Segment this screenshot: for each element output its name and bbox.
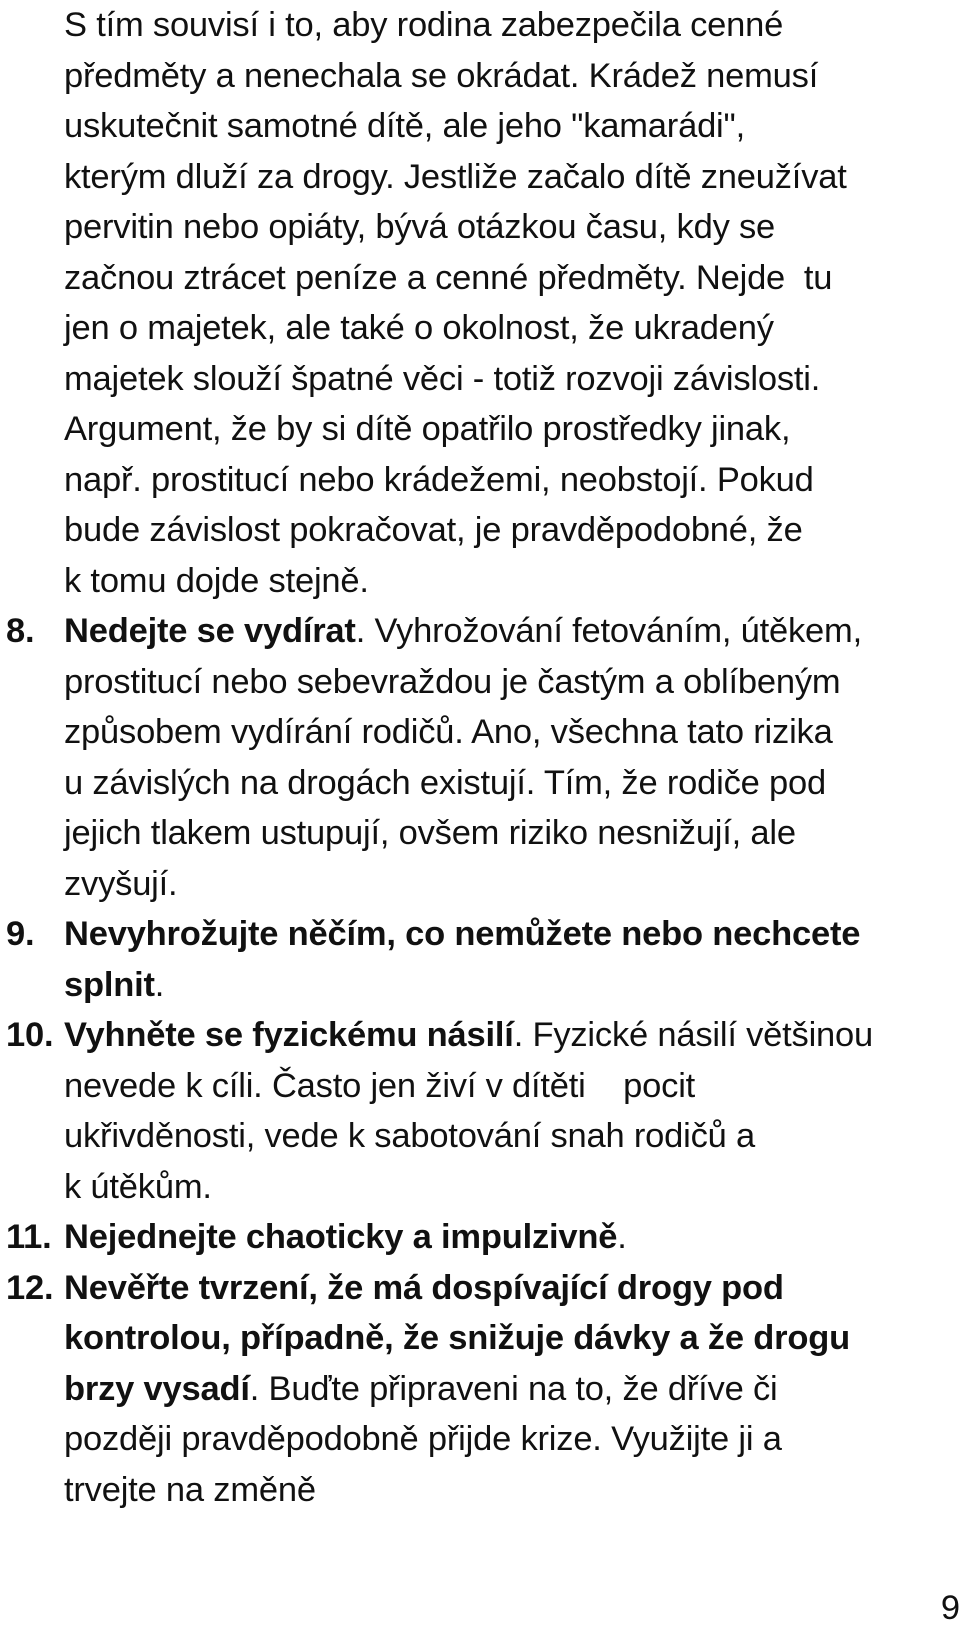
list-item-11 — [6, 1212, 932, 1263]
item-heading-end: . — [355, 612, 366, 650]
body-text — [6, 0, 932, 1515]
text-line: začnou ztrácet peníze a cenné předměty. Nejde tu — [64, 258, 833, 297]
item-number: 12. — [6, 1268, 54, 1307]
item-heading: brzy vysadí — [64, 1369, 250, 1408]
item-text: Fyzické násilí většinou — [523, 1016, 873, 1054]
list-item-12 — [6, 1263, 932, 1516]
item-text: Vyhrožování fetováním, útěkem, — [365, 612, 862, 650]
text-line: např. prostitucí nebo krádežemi, neobstojí. Pokud — [64, 460, 814, 499]
page-number: 9 — [940, 1589, 960, 1627]
text-line: trvejte na změně — [64, 1470, 316, 1509]
item-heading-end: . — [513, 1016, 524, 1054]
list-item-10 — [6, 1010, 932, 1212]
text-line — [64, 1212, 932, 1263]
text-line — [64, 606, 932, 657]
item-heading-end: . — [617, 1218, 627, 1256]
text-line: předměty a nenechala se okrádat. Krádež nemusí — [64, 56, 819, 95]
text-line: S tím souvisí i to, aby rodina zabezpečila cenné — [64, 6, 784, 44]
text-line: později pravděpodobně přijde krize. Využijte ji a — [64, 1420, 782, 1458]
text-line — [64, 960, 932, 1011]
text-line: nevede k cíli. Často jen živí v dítěti pocit — [64, 1066, 696, 1105]
item-heading: Nevyhrožujte něčím, co nemůžete nebo nechcete — [64, 915, 861, 953]
item-heading: Vyhněte se fyzickému násilí — [64, 1016, 514, 1054]
text-line: uskutečnit samotné dítě, ale jeho "kamarádi", — [64, 107, 745, 145]
item-heading: splnit — [64, 965, 155, 1004]
item-number: 10. — [6, 1016, 54, 1054]
item-heading: Nevěřte tvrzení, že má dospívající drogy pod — [64, 1268, 784, 1307]
text-line: jen o majetek, ale také o okolnost, že ukradený — [64, 309, 774, 347]
text-line — [64, 1010, 932, 1061]
text-line: u závislých na drogách existují. Tím, že rodiče pod — [64, 763, 826, 802]
intro-paragraph — [64, 0, 932, 606]
text-line: Argument, že by si dítě opatřilo prostředky jinak, — [64, 410, 791, 448]
text-line: majetek slouží špatné věci - totiž rozvoji závislosti. — [64, 359, 821, 398]
text-line: jejich tlakem ustupují, ovšem riziko nesnižují, ale — [64, 814, 796, 852]
text-line: způsobem vydírání rodičů. Ano, všechna tato rizika — [64, 713, 833, 751]
text-line: ukřivděnosti, vede k sabotování snah rodičů a — [64, 1117, 756, 1155]
text-line: bude závislost pokračovat, je pravděpodobné, že — [64, 511, 803, 549]
text-line: kterým dluží za drogy. Jestliže začalo dítě zneužívat — [64, 157, 847, 196]
item-heading: Nejednejte chaoticky a impulzivně — [64, 1218, 618, 1256]
text-line: k tomu dojde stejně. — [64, 561, 369, 600]
item-heading: Nedejte se vydírat — [64, 612, 356, 650]
item-heading-end: . — [154, 965, 165, 1004]
item-number: 11. — [6, 1218, 52, 1256]
item-number: 8. — [6, 612, 35, 650]
text-line: pervitin nebo opiáty, bývá otázkou času, kdy se — [64, 208, 776, 246]
list-item-8 — [6, 606, 932, 909]
list-item-9 — [6, 909, 932, 1010]
item-heading-end: . — [249, 1369, 260, 1408]
item-number: 9. — [6, 915, 35, 953]
item-text: Buďte připraveni na to, že dříve či — [259, 1369, 778, 1408]
text-line: prostitucí nebo sebevraždou je častým a oblíbeným — [64, 662, 841, 701]
item-heading: kontrolou, případně, že snižuje dávky a že drogu — [64, 1319, 850, 1357]
text-line — [64, 1364, 932, 1415]
text-line: zvyšují. — [64, 864, 178, 903]
text-line: k útěkům. — [64, 1167, 212, 1206]
